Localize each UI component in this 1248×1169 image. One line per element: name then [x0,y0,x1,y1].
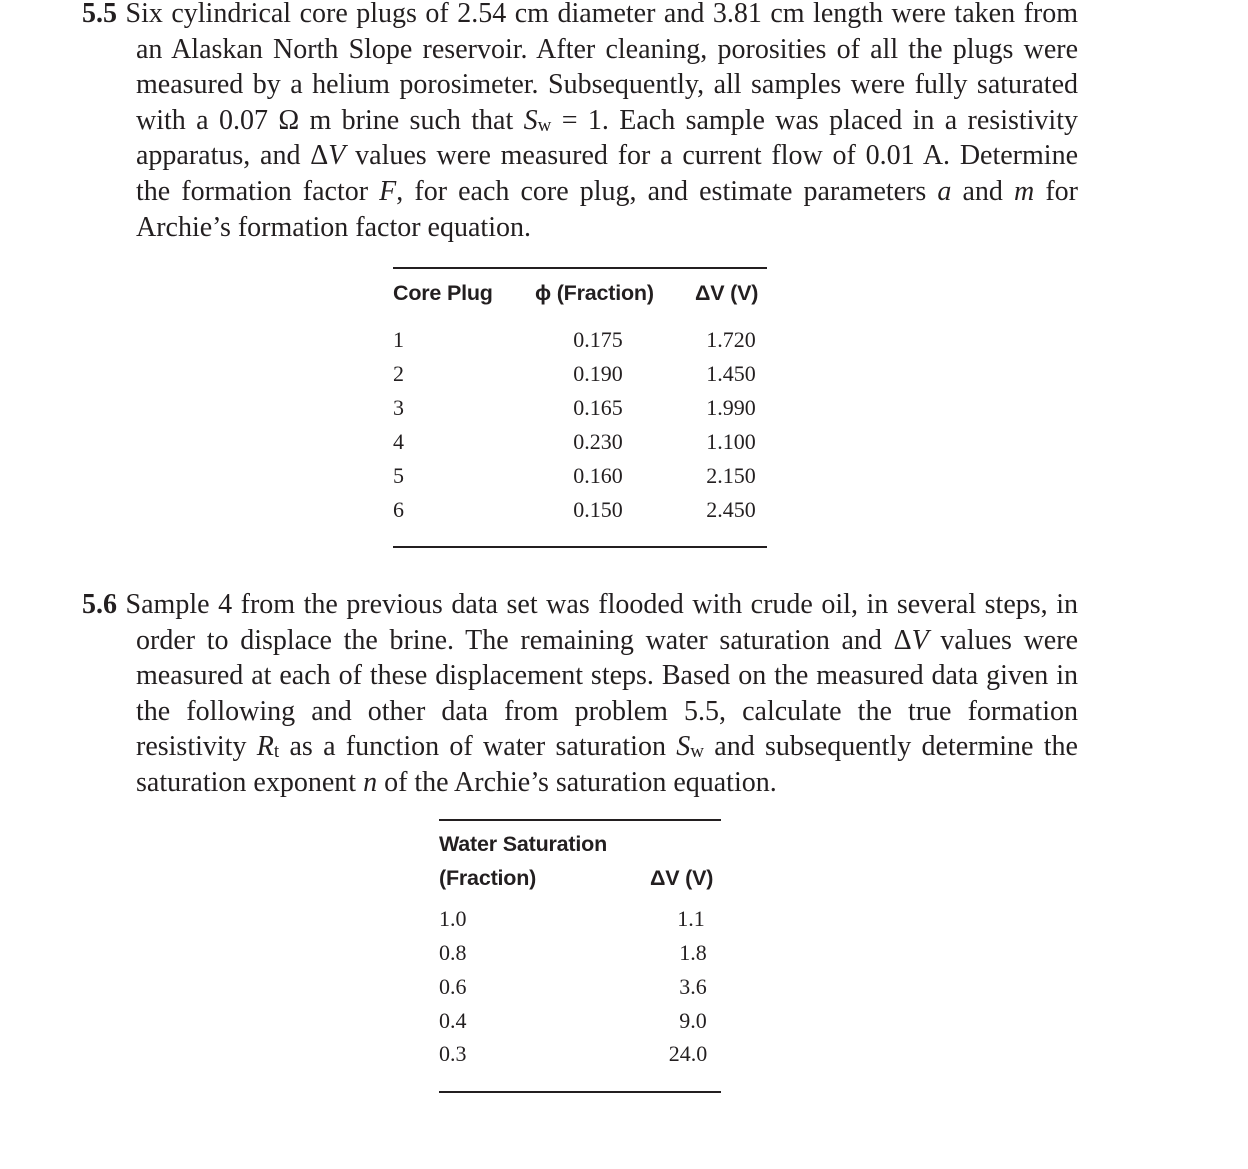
m-symbol: m [1014,175,1035,207]
text-segment: values were measured for a current flow of 0.01 A. Determine the formation factor [136,140,1078,207]
text-segment: as a function of water saturation [279,731,677,763]
text-segment: Sample 4 from the previous data set was flooded with crude oil, in several steps, in order to displace the brine. The remaining water saturation and Δ [117,589,1078,656]
problem-5-6 [82,587,1078,801]
n-symbol: n [363,766,378,798]
cell-delta-v: 1.8 [679,940,707,965]
text-segment: = 1. Each sample was placed in a resistivity apparatus, and Δ [136,104,1078,172]
cell-porosity: 0.165 [573,395,623,420]
cell-plug: 5 [393,463,404,488]
cell-delta-v: 24.0 [668,1041,708,1066]
cell-delta-v: 1.720 [706,327,756,352]
cell-plug: 2 [393,361,404,386]
problem-number: 5.5 [82,0,117,29]
header-porosity: ϕ (Fraction) [535,281,654,305]
cell-saturation: 0.3 [439,1041,467,1066]
table-top-rule [393,267,767,269]
header-core-plug: Core Plug [393,281,493,305]
header-delta-v: ΔV (V) [650,866,714,890]
v-symbol: V [328,140,346,172]
cell-saturation: 0.6 [439,974,467,999]
a-symbol: a [937,175,952,207]
cell-porosity: 0.175 [573,327,623,352]
problem-5-5 [82,0,1078,245]
rt-subscript: t [273,741,280,763]
rt-symbol: R [256,731,274,763]
cell-delta-v: 1.100 [706,429,756,454]
sw-subscript: w [690,741,704,763]
f-symbol: F [379,175,397,207]
cell-porosity: 0.150 [573,497,623,522]
header-delta-v: ΔV (V) [695,281,759,305]
cell-delta-v: 2.150 [706,463,756,488]
cell-porosity: 0.190 [573,361,623,386]
text-segment: for Archie’s formation factor equation. [136,175,1079,243]
problem-number: 5.6 [82,589,117,620]
cell-saturation: 0.4 [439,1008,467,1033]
cell-porosity: 0.160 [573,463,623,488]
cell-saturation: 1.0 [439,906,467,931]
text-segment: and subsequently determine the saturation exponent [136,731,1078,798]
table-bottom-rule [393,546,767,548]
cell-plug: 6 [393,497,404,522]
cell-delta-v: 1.990 [706,395,756,420]
text-segment: values were measured at each of these displacement steps. Based on the measured data given in the following and other data from problem 5.5, calculate the true formation resistivity [136,624,1078,763]
cell-delta-v: 3.6 [679,974,707,999]
sw-symbol: S [676,731,691,763]
sw-subscript: w [537,114,552,136]
cell-delta-v: 1.450 [706,361,756,386]
cell-saturation: 0.8 [439,940,467,965]
header-water-saturation: Water Saturation [439,832,608,856]
text-segment: of the Archie’s saturation equation. [377,766,777,798]
problem-5-6-text [82,587,1078,801]
table-top-rule [439,819,721,821]
cell-plug: 4 [393,429,404,454]
cell-porosity: 0.230 [573,429,623,454]
sw-symbol: S [523,104,538,136]
cell-delta-v: 2.450 [706,497,756,522]
table-bottom-rule [439,1091,721,1093]
cell-delta-v: 9.0 [679,1008,707,1033]
cell-plug: 1 [393,327,404,352]
cell-plug: 3 [393,395,404,420]
text-segment: and [951,175,1015,207]
v-symbol: V [911,624,929,656]
text-segment: Six cylindrical core plugs of 2.54 cm diameter and 3.81 cm length were taken from an Alaskan North Slope reservoir. After cleaning, porosities of all the plugs were measured by a helium porosimeter. Subsequently, all samples were fully saturated with a 0.07 Ω m brine such that [117,0,1078,136]
problem-5-5-text [82,0,1078,245]
text-segment: , for each core plug, and estimate parameters [396,175,938,207]
cell-delta-v: 1.1 [677,906,705,931]
header-fraction: (Fraction) [439,866,537,890]
